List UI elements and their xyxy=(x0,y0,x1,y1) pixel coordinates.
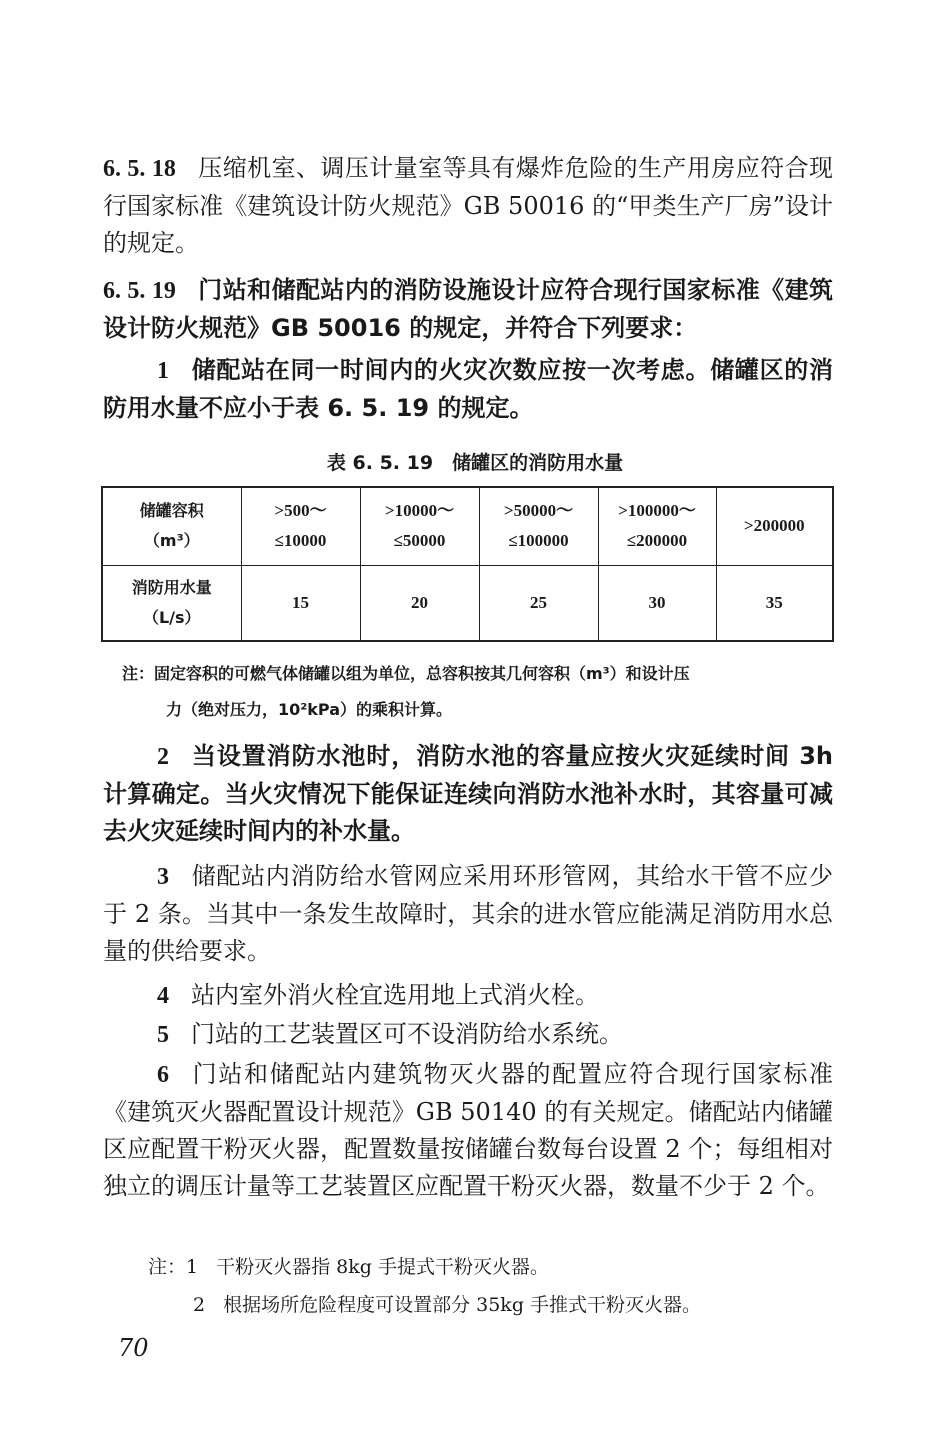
table-cell: >100000～ ≤200000 xyxy=(598,487,716,565)
clause-6-5-19 xyxy=(103,272,833,347)
table-cell: 25 xyxy=(479,565,598,641)
table-row xyxy=(102,487,833,565)
table-note-line1: 注：固定容积的可燃气体储罐以组为单位，总容积按其几何容积（m³）和设计压 xyxy=(122,664,690,683)
table-caption: 表 6. 5. 19 储罐区的消防用水量 xyxy=(326,452,624,474)
table-cell: 35 xyxy=(716,565,833,641)
item-text: 当设置消防水池时，消防水池的容量应按火灾延续时间 3h 计算确定。当火灾情况下能保证连续向消防水池补水时，其容量可减去火灾延续时间内的补水量。 xyxy=(103,742,833,845)
page-number: 70 xyxy=(118,1334,149,1362)
footnote-2 xyxy=(193,1290,701,1320)
table-cell: >500～ ≤10000 xyxy=(241,487,360,565)
item-number: 5 xyxy=(157,1022,169,1048)
item-6 xyxy=(103,1056,833,1205)
item-number: 6 xyxy=(157,1062,169,1088)
item-text: 门站的工艺装置区可不设消防给水系统。 xyxy=(191,1020,623,1048)
item-5 xyxy=(103,1016,833,1054)
clause-text: 门站和储配站内的消防设施设计应符合现行国家标准《建筑设计防火规范》GB 50016 的规定，并符合下列要求： xyxy=(103,276,834,342)
footnote-1 xyxy=(148,1252,549,1282)
item-number: 3 xyxy=(157,864,169,890)
table-header-cell: 储罐容积 （m³） xyxy=(102,487,241,565)
clause-6-5-18 xyxy=(103,150,833,262)
item-4 xyxy=(103,977,833,1015)
footnote-text: 干粉灭火器指 8kg 手提式干粉灭火器。 xyxy=(216,1256,549,1278)
footnote-text: 根据场所危险程度可设置部分 35kg 手推式干粉灭火器。 xyxy=(223,1294,702,1316)
item-text: 站内室外消火栓宜选用地上式消火栓。 xyxy=(191,981,599,1009)
item-text: 储配站在同一时间内的火灾次数应按一次考虑。储罐区的消防用水量不应小于表 6. 5. 19 的规定。 xyxy=(103,356,833,422)
table-cell: 30 xyxy=(598,565,716,641)
clause-text: 压缩机室、调压计量室等具有爆炸危险的生产用房应符合现行国家标准《建筑设计防火规范》GB 50016 的“甲类生产厂房”设计的规定。 xyxy=(103,154,834,257)
footnote-number: 2 xyxy=(193,1294,206,1316)
item-3 xyxy=(103,858,833,970)
item-2 xyxy=(103,738,833,850)
item-text: 门站和储配站内建筑物灭火器的配置应符合现行国家标准《建筑灭火器配置设计规范》GB 50140 的有关规定。储配站内储罐区应配置干粉灭火器，配置数量按储罐台数每台设置 2 个；每组相对独立的调压计量等工艺装置区应配置干粉灭火器，数量不少于 2 个。 xyxy=(103,1060,833,1200)
footnote-number: 1 xyxy=(186,1256,199,1278)
table-header-cell: 消防用水量 （L/s） xyxy=(102,565,241,641)
clause-number: 6. 5. 19 xyxy=(103,278,176,304)
water-demand-table xyxy=(101,486,834,642)
table-note-line2: 力（绝对压力，10²kPa）的乘积计算。 xyxy=(166,700,453,719)
footnote-label: 注： xyxy=(148,1256,187,1278)
table-cell: >200000 xyxy=(716,487,833,565)
table-cell: 20 xyxy=(360,565,479,641)
table-cell: >50000～ ≤100000 xyxy=(479,487,598,565)
table-cell: 15 xyxy=(241,565,360,641)
clause-number: 6. 5. 18 xyxy=(103,156,176,182)
item-text: 储配站内消防给水管网应采用环形管网，其给水干管不应少于 2 条。当其中一条发生故障时，其余的进水管应能满足消防用水总量的供给要求。 xyxy=(103,862,833,965)
table-cell: >10000～ ≤50000 xyxy=(360,487,479,565)
table-row xyxy=(102,565,833,641)
item-1 xyxy=(103,352,833,427)
item-number: 1 xyxy=(157,358,169,384)
item-number: 2 xyxy=(157,744,169,770)
item-number: 4 xyxy=(157,983,169,1009)
